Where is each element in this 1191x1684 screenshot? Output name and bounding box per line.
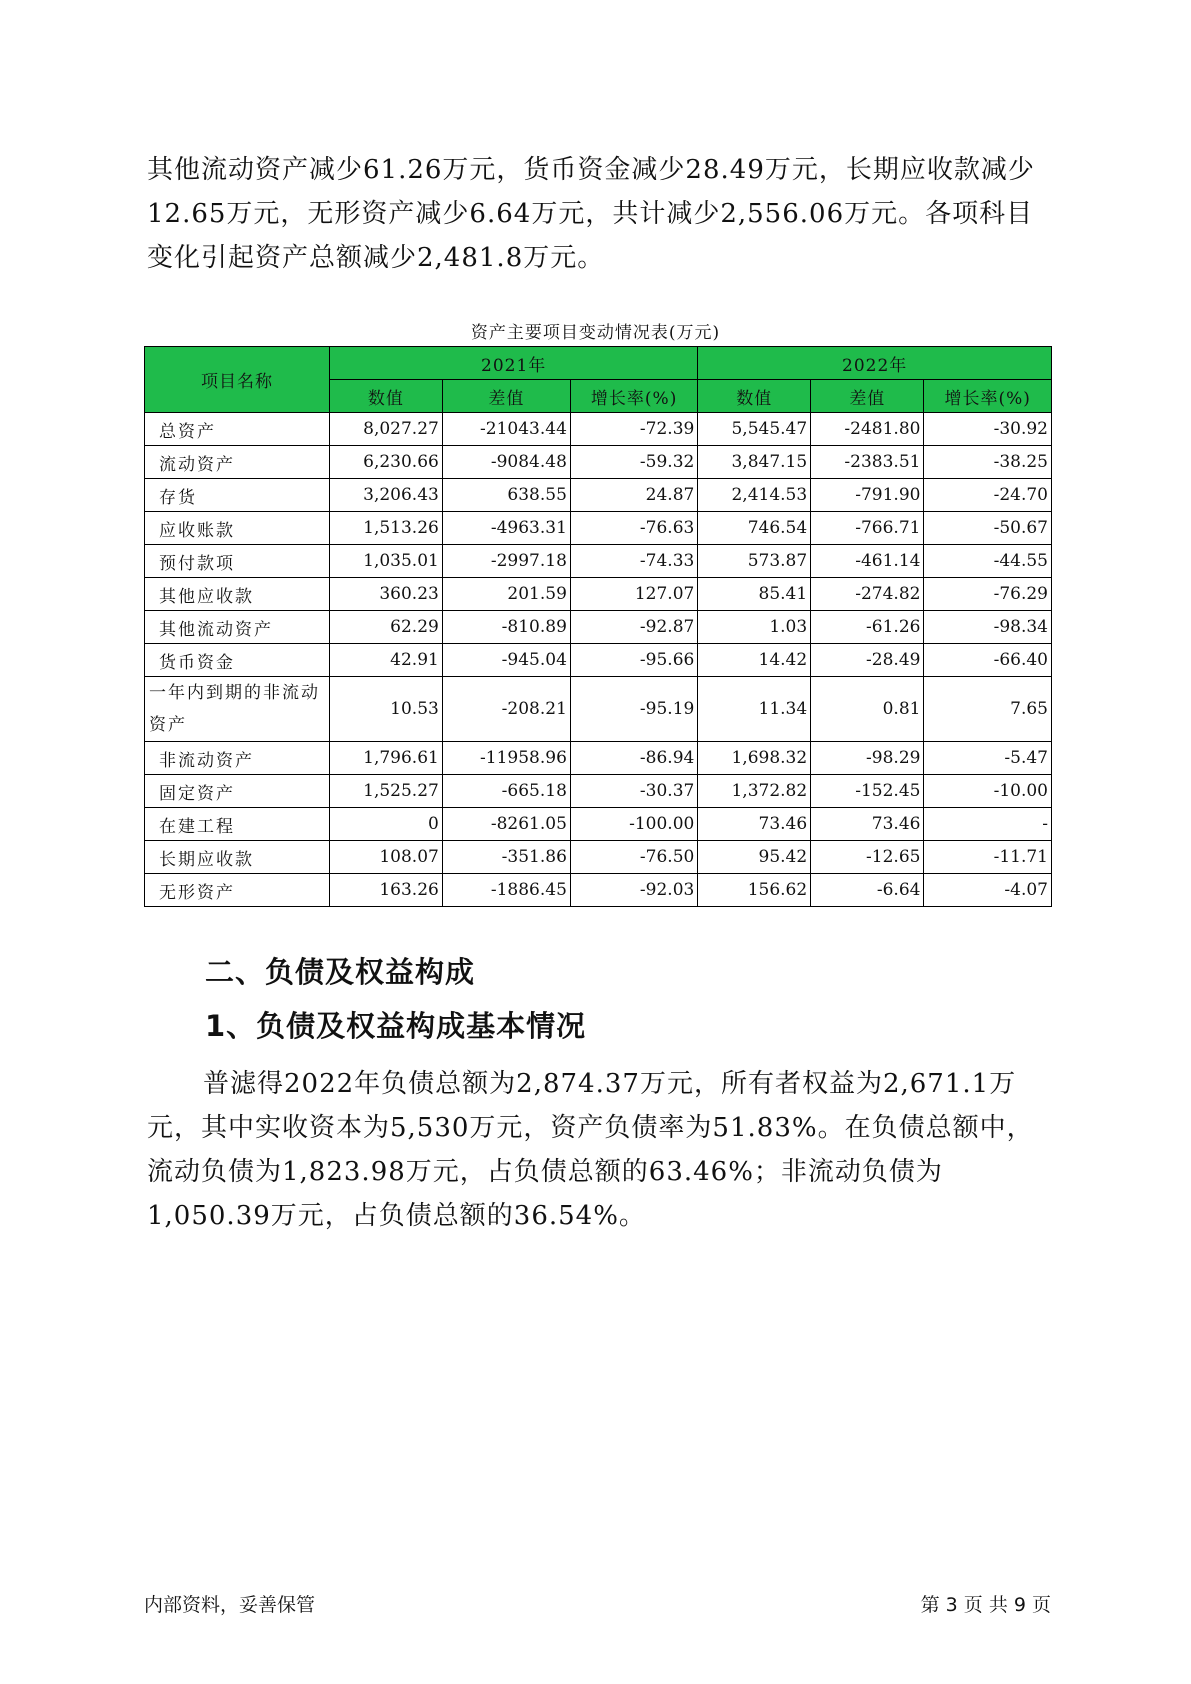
cell-diff-2022: -28.49 [811, 644, 924, 677]
cell-diff-2021: -21043.44 [442, 413, 570, 446]
header-item-name: 项目名称 [145, 347, 330, 413]
cell-item-name: 其他流动资产 [145, 611, 330, 644]
cell-diff-2021: -945.04 [442, 644, 570, 677]
cell-rate-2022: -38.25 [924, 446, 1052, 479]
header-diff-2022: 差值 [811, 380, 924, 413]
table-row [145, 512, 1052, 545]
cell-value-2022: 11.34 [698, 677, 811, 742]
table-row [145, 742, 1052, 775]
cell-rate-2021: -100.00 [570, 808, 697, 841]
cell-value-2022: 1.03 [698, 611, 811, 644]
cell-value-2021: 3,206.43 [330, 479, 443, 512]
cell-value-2021: 1,035.01 [330, 545, 443, 578]
table-row [145, 479, 1052, 512]
cell-diff-2021: -8261.05 [442, 808, 570, 841]
cell-rate-2021: -59.32 [570, 446, 697, 479]
intro-text [147, 148, 1047, 280]
cell-value-2021: 108.07 [330, 841, 443, 874]
cell-item-name: 流动资产 [145, 446, 330, 479]
cell-item-name: 非流动资产 [145, 742, 330, 775]
cell-value-2022: 85.41 [698, 578, 811, 611]
cell-item-name: 总资产 [145, 413, 330, 446]
cell-item-name: 固定资产 [145, 775, 330, 808]
header-value-2022: 数值 [698, 380, 811, 413]
cell-rate-2021: -92.87 [570, 611, 697, 644]
intro-paragraph: 其他流动资产减少61.26万元，货币资金减少28.49万元，长期应收款减少12.65万元，无形资产减少6.64万元，共计减少2,556.06万元。各项科目变化引起资产总额减少2,481.8万元。 [147, 155, 1035, 273]
cell-rate-2022: -11.71 [924, 841, 1052, 874]
table-row [145, 446, 1052, 479]
footer-confidential-note: 内部资料，妥善保管 [144, 1594, 316, 1616]
cell-rate-2021: -76.50 [570, 841, 697, 874]
cell-diff-2022: -2481.80 [811, 413, 924, 446]
cell-rate-2021: -76.63 [570, 512, 697, 545]
cell-rate-2022: -4.07 [924, 874, 1052, 907]
cell-rate-2021: 127.07 [570, 578, 697, 611]
cell-item-name: 其他应收款 [145, 578, 330, 611]
cell-value-2021: 8,027.27 [330, 413, 443, 446]
table-row [145, 775, 1052, 808]
cell-rate-2022: -10.00 [924, 775, 1052, 808]
cell-rate-2021: -95.19 [570, 677, 697, 742]
cell-value-2022: 2,414.53 [698, 479, 811, 512]
cell-rate-2022: -30.92 [924, 413, 1052, 446]
footer-page-number: 第 3 页 共 9 页 [920, 1594, 1051, 1616]
cell-rate-2021: -95.66 [570, 644, 697, 677]
cell-item-name: 无形资产 [145, 874, 330, 907]
cell-diff-2021: -208.21 [442, 677, 570, 742]
cell-value-2022: 1,372.82 [698, 775, 811, 808]
cell-rate-2021: -72.39 [570, 413, 697, 446]
liabilities-paragraph: 普滤得2022年负债总额为2,874.37万元，所有者权益为2,671.1万元，其中实收资本为5,530万元，资产负债率为51.83%。在负债总额中，流动负债为1,823.98万元，占负债总额的63.46%；非流动负债为1,050.39万元，占负债总额的36.54%。 [147, 1069, 1034, 1231]
cell-diff-2022: -61.26 [811, 611, 924, 644]
cell-diff-2022: -6.64 [811, 874, 924, 907]
cell-diff-2021: -351.86 [442, 841, 570, 874]
cell-value-2022: 573.87 [698, 545, 811, 578]
cell-rate-2022: -98.34 [924, 611, 1052, 644]
cell-diff-2022: -152.45 [811, 775, 924, 808]
cell-diff-2021: -9084.48 [442, 446, 570, 479]
cell-value-2021: 1,513.26 [330, 512, 443, 545]
table-row [145, 808, 1052, 841]
table-row [145, 677, 1052, 742]
cell-value-2021: 10.53 [330, 677, 443, 742]
cell-diff-2021: -810.89 [442, 611, 570, 644]
table-body [145, 413, 1052, 907]
cell-item-name: 长期应收款 [145, 841, 330, 874]
cell-diff-2022: -2383.51 [811, 446, 924, 479]
cell-rate-2021: 24.87 [570, 479, 697, 512]
asset-change-table [144, 346, 1052, 907]
cell-diff-2022: -791.90 [811, 479, 924, 512]
cell-rate-2022: -24.70 [924, 479, 1052, 512]
cell-diff-2021: -1886.45 [442, 874, 570, 907]
cell-rate-2021: -30.37 [570, 775, 697, 808]
cell-item-name: 应收账款 [145, 512, 330, 545]
cell-rate-2022: -44.55 [924, 545, 1052, 578]
cell-diff-2021: 201.59 [442, 578, 570, 611]
cell-value-2022: 746.54 [698, 512, 811, 545]
header-diff-2021: 差值 [442, 380, 570, 413]
cell-rate-2022: -5.47 [924, 742, 1052, 775]
cell-rate-2022: - [924, 808, 1052, 841]
cell-diff-2022: -12.65 [811, 841, 924, 874]
table-row [145, 545, 1052, 578]
header-year-2021: 2021年 [330, 347, 698, 380]
table-caption: 资产主要项目变动情况表(万元) [470, 323, 721, 343]
table-row [145, 413, 1052, 446]
cell-diff-2022: 73.46 [811, 808, 924, 841]
liabilities-text [147, 1062, 1047, 1238]
cell-rate-2022: 7.65 [924, 677, 1052, 742]
cell-diff-2022: 0.81 [811, 677, 924, 742]
cell-value-2022: 3,847.15 [698, 446, 811, 479]
cell-item-name: 预付款项 [145, 545, 330, 578]
cell-rate-2021: -92.03 [570, 874, 697, 907]
cell-diff-2022: -274.82 [811, 578, 924, 611]
cell-rate-2022: -66.40 [924, 644, 1052, 677]
cell-rate-2021: -74.33 [570, 545, 697, 578]
cell-value-2021: 62.29 [330, 611, 443, 644]
cell-value-2021: 6,230.66 [330, 446, 443, 479]
table-row [145, 611, 1052, 644]
cell-value-2022: 5,545.47 [698, 413, 811, 446]
header-rate-2021: 增长率(%) [570, 380, 697, 413]
cell-value-2021: 360.23 [330, 578, 443, 611]
cell-rate-2022: -76.29 [924, 578, 1052, 611]
cell-rate-2022: -50.67 [924, 512, 1052, 545]
section-heading: 二、负债及权益构成 [205, 955, 476, 989]
cell-item-name: 存货 [145, 479, 330, 512]
cell-item-name: 在建工程 [145, 808, 330, 841]
cell-value-2021: 1,525.27 [330, 775, 443, 808]
table-row [145, 841, 1052, 874]
cell-value-2022: 14.42 [698, 644, 811, 677]
cell-diff-2021: -4963.31 [442, 512, 570, 545]
cell-diff-2022: -98.29 [811, 742, 924, 775]
header-year-2022: 2022年 [698, 347, 1052, 380]
cell-value-2021: 163.26 [330, 874, 443, 907]
cell-value-2021: 1,796.61 [330, 742, 443, 775]
header-value-2021: 数值 [330, 380, 443, 413]
cell-diff-2021: -11958.96 [442, 742, 570, 775]
cell-value-2021: 0 [330, 808, 443, 841]
cell-diff-2021: 638.55 [442, 479, 570, 512]
cell-item-name: 一年内到期的非流动资产 [145, 677, 330, 742]
cell-value-2022: 95.42 [698, 841, 811, 874]
header-rate-2022: 增长率(%) [924, 380, 1052, 413]
table-row [145, 578, 1052, 611]
subsection-heading: 1、负债及权益构成基本情况 [205, 1009, 587, 1043]
cell-value-2022: 156.62 [698, 874, 811, 907]
cell-diff-2022: -461.14 [811, 545, 924, 578]
cell-value-2022: 1,698.32 [698, 742, 811, 775]
cell-diff-2021: -2997.18 [442, 545, 570, 578]
table-row [145, 644, 1052, 677]
cell-rate-2021: -86.94 [570, 742, 697, 775]
table-row [145, 874, 1052, 907]
cell-diff-2022: -766.71 [811, 512, 924, 545]
cell-value-2022: 73.46 [698, 808, 811, 841]
cell-value-2021: 42.91 [330, 644, 443, 677]
cell-item-name: 货币资金 [145, 644, 330, 677]
cell-diff-2021: -665.18 [442, 775, 570, 808]
